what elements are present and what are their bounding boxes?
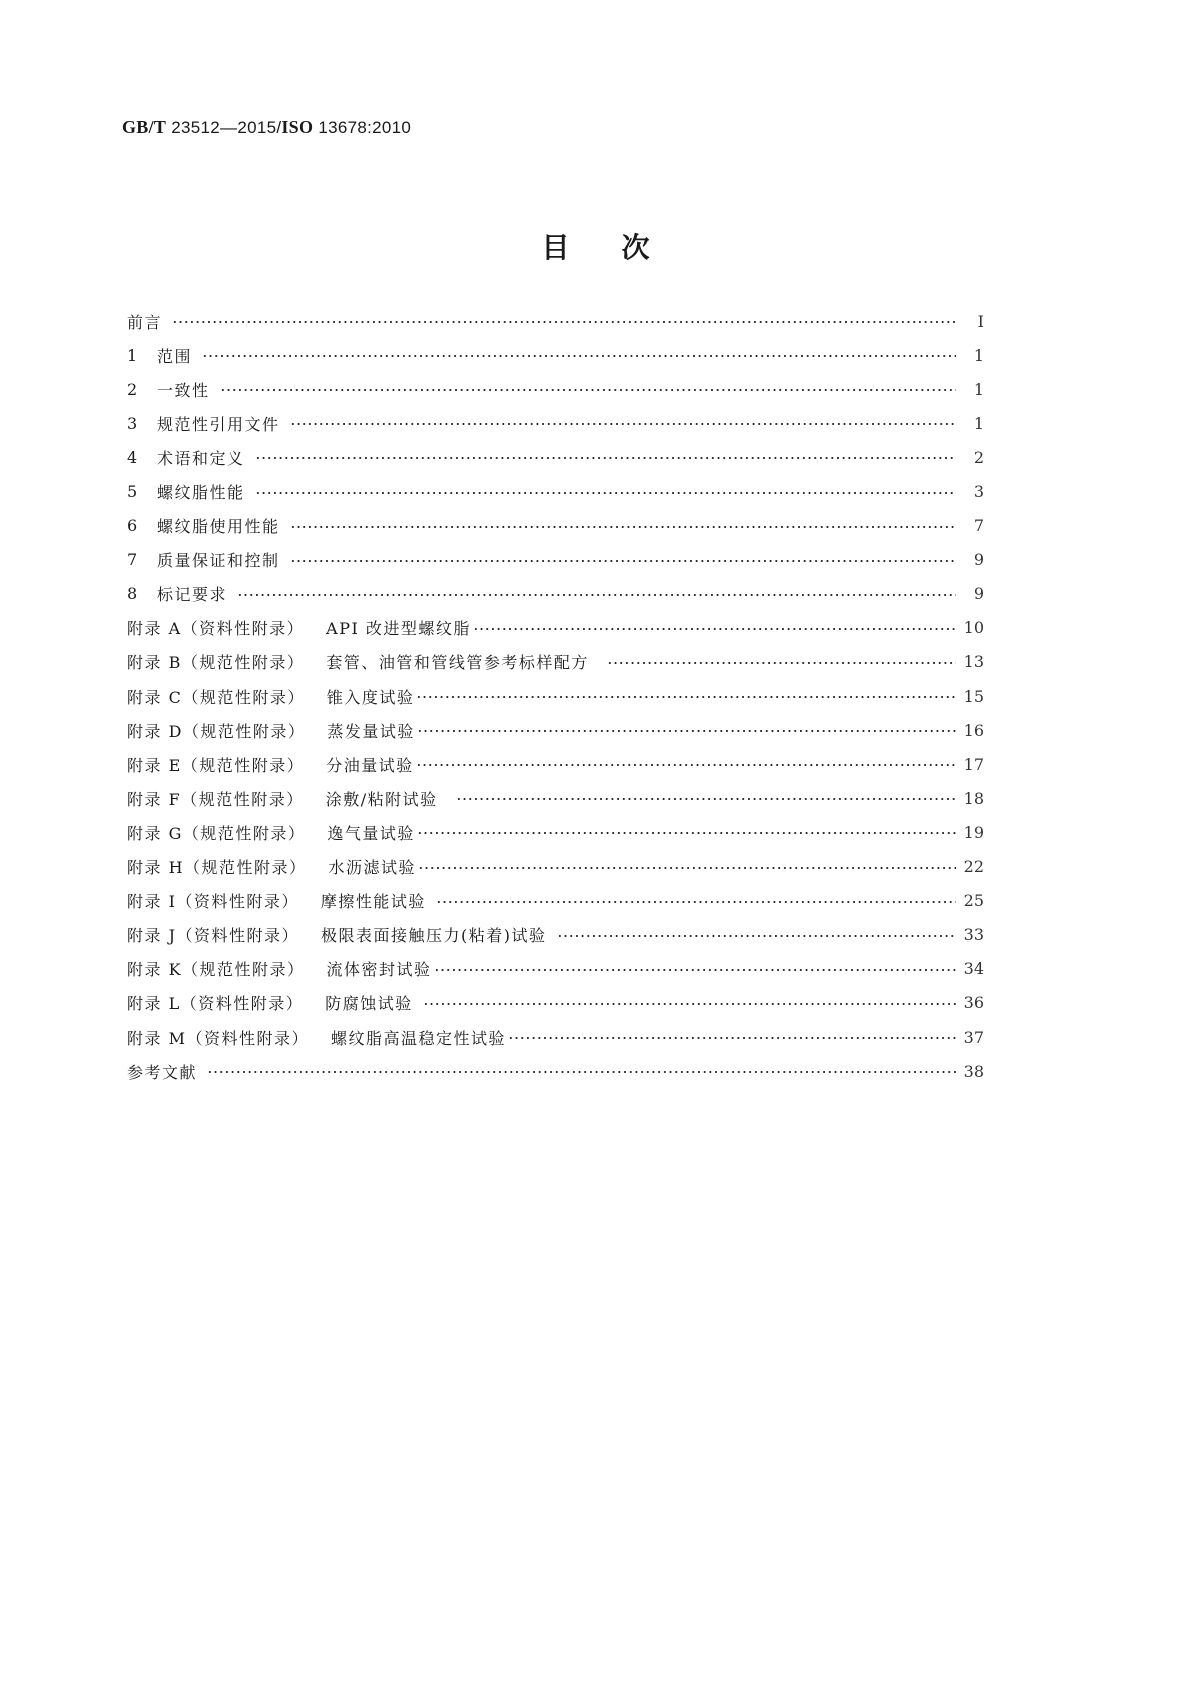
- dot-leader: [255, 454, 956, 462]
- toc-chapter-number: 4: [127, 447, 138, 467]
- toc-entry-annex-h[interactable]: [127, 850, 984, 884]
- toc-entry-chapter-5[interactable]: [127, 474, 984, 508]
- toc-entry-title: 逸气量试验: [327, 823, 415, 843]
- toc-page-number: 1: [973, 413, 984, 433]
- toc-page-number: 2: [973, 447, 984, 467]
- toc-page-number: 16: [963, 720, 984, 740]
- toc-entry-chapter-7[interactable]: [127, 543, 984, 577]
- toc-entry-title: 一致性: [157, 380, 210, 400]
- toc-entry-title: 摩擦性能试验: [320, 892, 426, 912]
- toc-annex-prefix: 附录 H（规范性附录）: [127, 858, 307, 878]
- toc-entry-annex-m[interactable]: [127, 1020, 984, 1054]
- document-header: [122, 117, 411, 138]
- toc-entry-title: 范围: [157, 346, 193, 366]
- dot-leader: [290, 420, 956, 428]
- dot-leader: [607, 659, 956, 667]
- toc-page-number: 3: [973, 482, 984, 502]
- toc-page-number: 33: [963, 925, 984, 945]
- toc-entry-chapter-8[interactable]: [127, 577, 984, 611]
- toc-chapter-number: 3: [127, 413, 138, 433]
- toc-page-number: 37: [963, 1027, 984, 1047]
- title-char-1: 目: [541, 231, 570, 264]
- toc-chapter-number: 1: [127, 345, 138, 365]
- dot-leader: [436, 898, 956, 906]
- table-of-contents: [127, 304, 984, 1088]
- toc-chapter-number: 2: [127, 379, 138, 399]
- dot-leader: [416, 693, 956, 701]
- toc-page-number: 17: [963, 754, 984, 774]
- toc-entry-title: 套管、油管和管线管参考标样配方: [326, 653, 589, 673]
- iso-prefix: ISO: [281, 117, 314, 137]
- toc-entry-chapter-6[interactable]: [127, 509, 984, 543]
- iso-number: 13678:2010: [318, 118, 412, 137]
- title-char-2: 次: [621, 231, 650, 264]
- toc-page-number: 22: [963, 857, 984, 877]
- toc-annex-prefix: 附录 D（规范性附录）: [127, 721, 306, 741]
- toc-page-number: 34: [963, 959, 984, 979]
- dot-leader: [473, 625, 956, 633]
- toc-entry-chapter-2[interactable]: [127, 372, 984, 406]
- toc-entry-title: 锥入度试验: [326, 687, 415, 707]
- toc-page-number: 1: [973, 345, 984, 365]
- dot-leader: [202, 352, 956, 360]
- dot-leader: [220, 386, 956, 394]
- dot-leader: [237, 591, 956, 599]
- toc-entry-annex-c[interactable]: [127, 679, 984, 713]
- toc-entry-annex-l[interactable]: [127, 986, 984, 1020]
- toc-page-number: 18: [963, 788, 984, 808]
- toc-page-number: 13: [963, 652, 984, 672]
- dot-leader: [172, 318, 956, 326]
- toc-entry-title: 螺纹脂性能: [157, 483, 245, 503]
- toc-entry-title: 流体密封试验: [326, 960, 432, 980]
- toc-entry-title: 分油量试验: [326, 755, 414, 775]
- toc-page-number: 25: [963, 891, 984, 911]
- toc-entry-annex-j[interactable]: [127, 918, 984, 952]
- toc-chapter-number: 5: [127, 482, 138, 502]
- dot-leader: [417, 829, 956, 837]
- toc-entry-annex-i[interactable]: [127, 884, 984, 918]
- toc-entry-title: 标记要求: [157, 585, 228, 605]
- dot-leader: [508, 1034, 956, 1042]
- toc-entry-chapter-3[interactable]: [127, 406, 984, 440]
- toc-annex-prefix: 附录 E（规范性附录）: [127, 755, 305, 775]
- dot-leader: [290, 557, 956, 565]
- toc-entry-title: 参考文献: [127, 1062, 198, 1082]
- toc-chapter-number: 7: [127, 550, 138, 570]
- page-title: [0, 226, 1191, 266]
- toc-page-number: 1: [973, 379, 984, 399]
- toc-chapter-number: 8: [127, 584, 138, 604]
- toc-entry-bibliography[interactable]: [127, 1054, 984, 1088]
- toc-annex-prefix: 附录 A（资料性附录）: [127, 619, 305, 639]
- toc-page-number: 36: [963, 993, 984, 1013]
- toc-annex-prefix: 附录 C（规范性附录）: [127, 687, 305, 707]
- toc-entry-title: 水沥滤试验: [328, 858, 417, 878]
- toc-entry-annex-g[interactable]: [127, 815, 984, 849]
- toc-entry-annex-a[interactable]: [127, 611, 984, 645]
- toc-page-number: 7: [973, 516, 984, 536]
- toc-entry-chapter-1[interactable]: [127, 338, 984, 372]
- toc-annex-prefix: 附录 K（规范性附录）: [127, 960, 305, 980]
- toc-annex-prefix: 附录 I（资料性附录）: [127, 892, 299, 912]
- toc-page-number: 15: [963, 686, 984, 706]
- toc-entry-annex-f[interactable]: [127, 781, 984, 815]
- toc-entry-title: 螺纹脂使用性能: [157, 517, 280, 537]
- toc-annex-prefix: 附录 B（规范性附录）: [127, 653, 305, 673]
- toc-annex-prefix: 附录 F（规范性附录）: [127, 789, 304, 809]
- toc-annex-prefix: 附录 J（资料性附录）: [127, 926, 300, 946]
- toc-entry-title: 规范性引用文件: [157, 414, 280, 434]
- toc-page-number: Ⅰ: [977, 311, 984, 331]
- toc-entry-annex-k[interactable]: [127, 952, 984, 986]
- toc-annex-prefix: 附录 L（资料性附录）: [127, 994, 304, 1014]
- dot-leader: [207, 1068, 956, 1076]
- toc-annex-prefix: 附录 M（资料性附录）: [127, 1028, 309, 1048]
- toc-entry-annex-e[interactable]: [127, 747, 984, 781]
- toc-entry-title: 螺纹脂高温稳定性试验: [330, 1028, 506, 1048]
- dot-leader: [416, 761, 956, 769]
- standard-prefix: GB/T: [122, 117, 167, 137]
- toc-page-number: 9: [973, 584, 984, 604]
- toc-entry-title: 极限表面接触压力(粘着)试验: [321, 926, 547, 946]
- toc-chapter-number: 6: [127, 516, 138, 536]
- toc-entry-annex-d[interactable]: [127, 713, 984, 747]
- dot-leader: [418, 864, 956, 872]
- toc-entry-title: 质量保证和控制: [157, 551, 280, 571]
- standard-number: 23512—2015/: [171, 118, 282, 137]
- toc-entry-foreword[interactable]: [127, 304, 984, 338]
- toc-entry-title: 术语和定义: [157, 448, 245, 468]
- toc-entry-title: API 改进型螺纹脂: [326, 619, 471, 639]
- dot-leader: [290, 523, 956, 531]
- toc-entry-title: 涂敷/粘附试验: [325, 789, 438, 809]
- toc-page-number: 19: [963, 822, 984, 842]
- toc-page-number: 10: [963, 618, 984, 638]
- toc-entry-chapter-4[interactable]: [127, 440, 984, 474]
- dot-leader: [434, 966, 956, 974]
- dot-leader: [557, 932, 956, 940]
- dot-leader: [255, 489, 956, 497]
- dot-leader: [423, 1000, 956, 1008]
- dot-leader: [456, 795, 956, 803]
- toc-page-number: 38: [963, 1061, 984, 1081]
- toc-annex-prefix: 附录 G（规范性附录）: [127, 823, 306, 843]
- toc-page-number: 9: [973, 550, 984, 570]
- toc-entry-title: 防腐蚀试验: [325, 994, 413, 1014]
- toc-entry-annex-b[interactable]: [127, 645, 984, 679]
- toc-entry-title: 前言: [127, 312, 163, 332]
- dot-leader: [417, 727, 956, 735]
- toc-entry-title: 蒸发量试验: [327, 721, 415, 741]
